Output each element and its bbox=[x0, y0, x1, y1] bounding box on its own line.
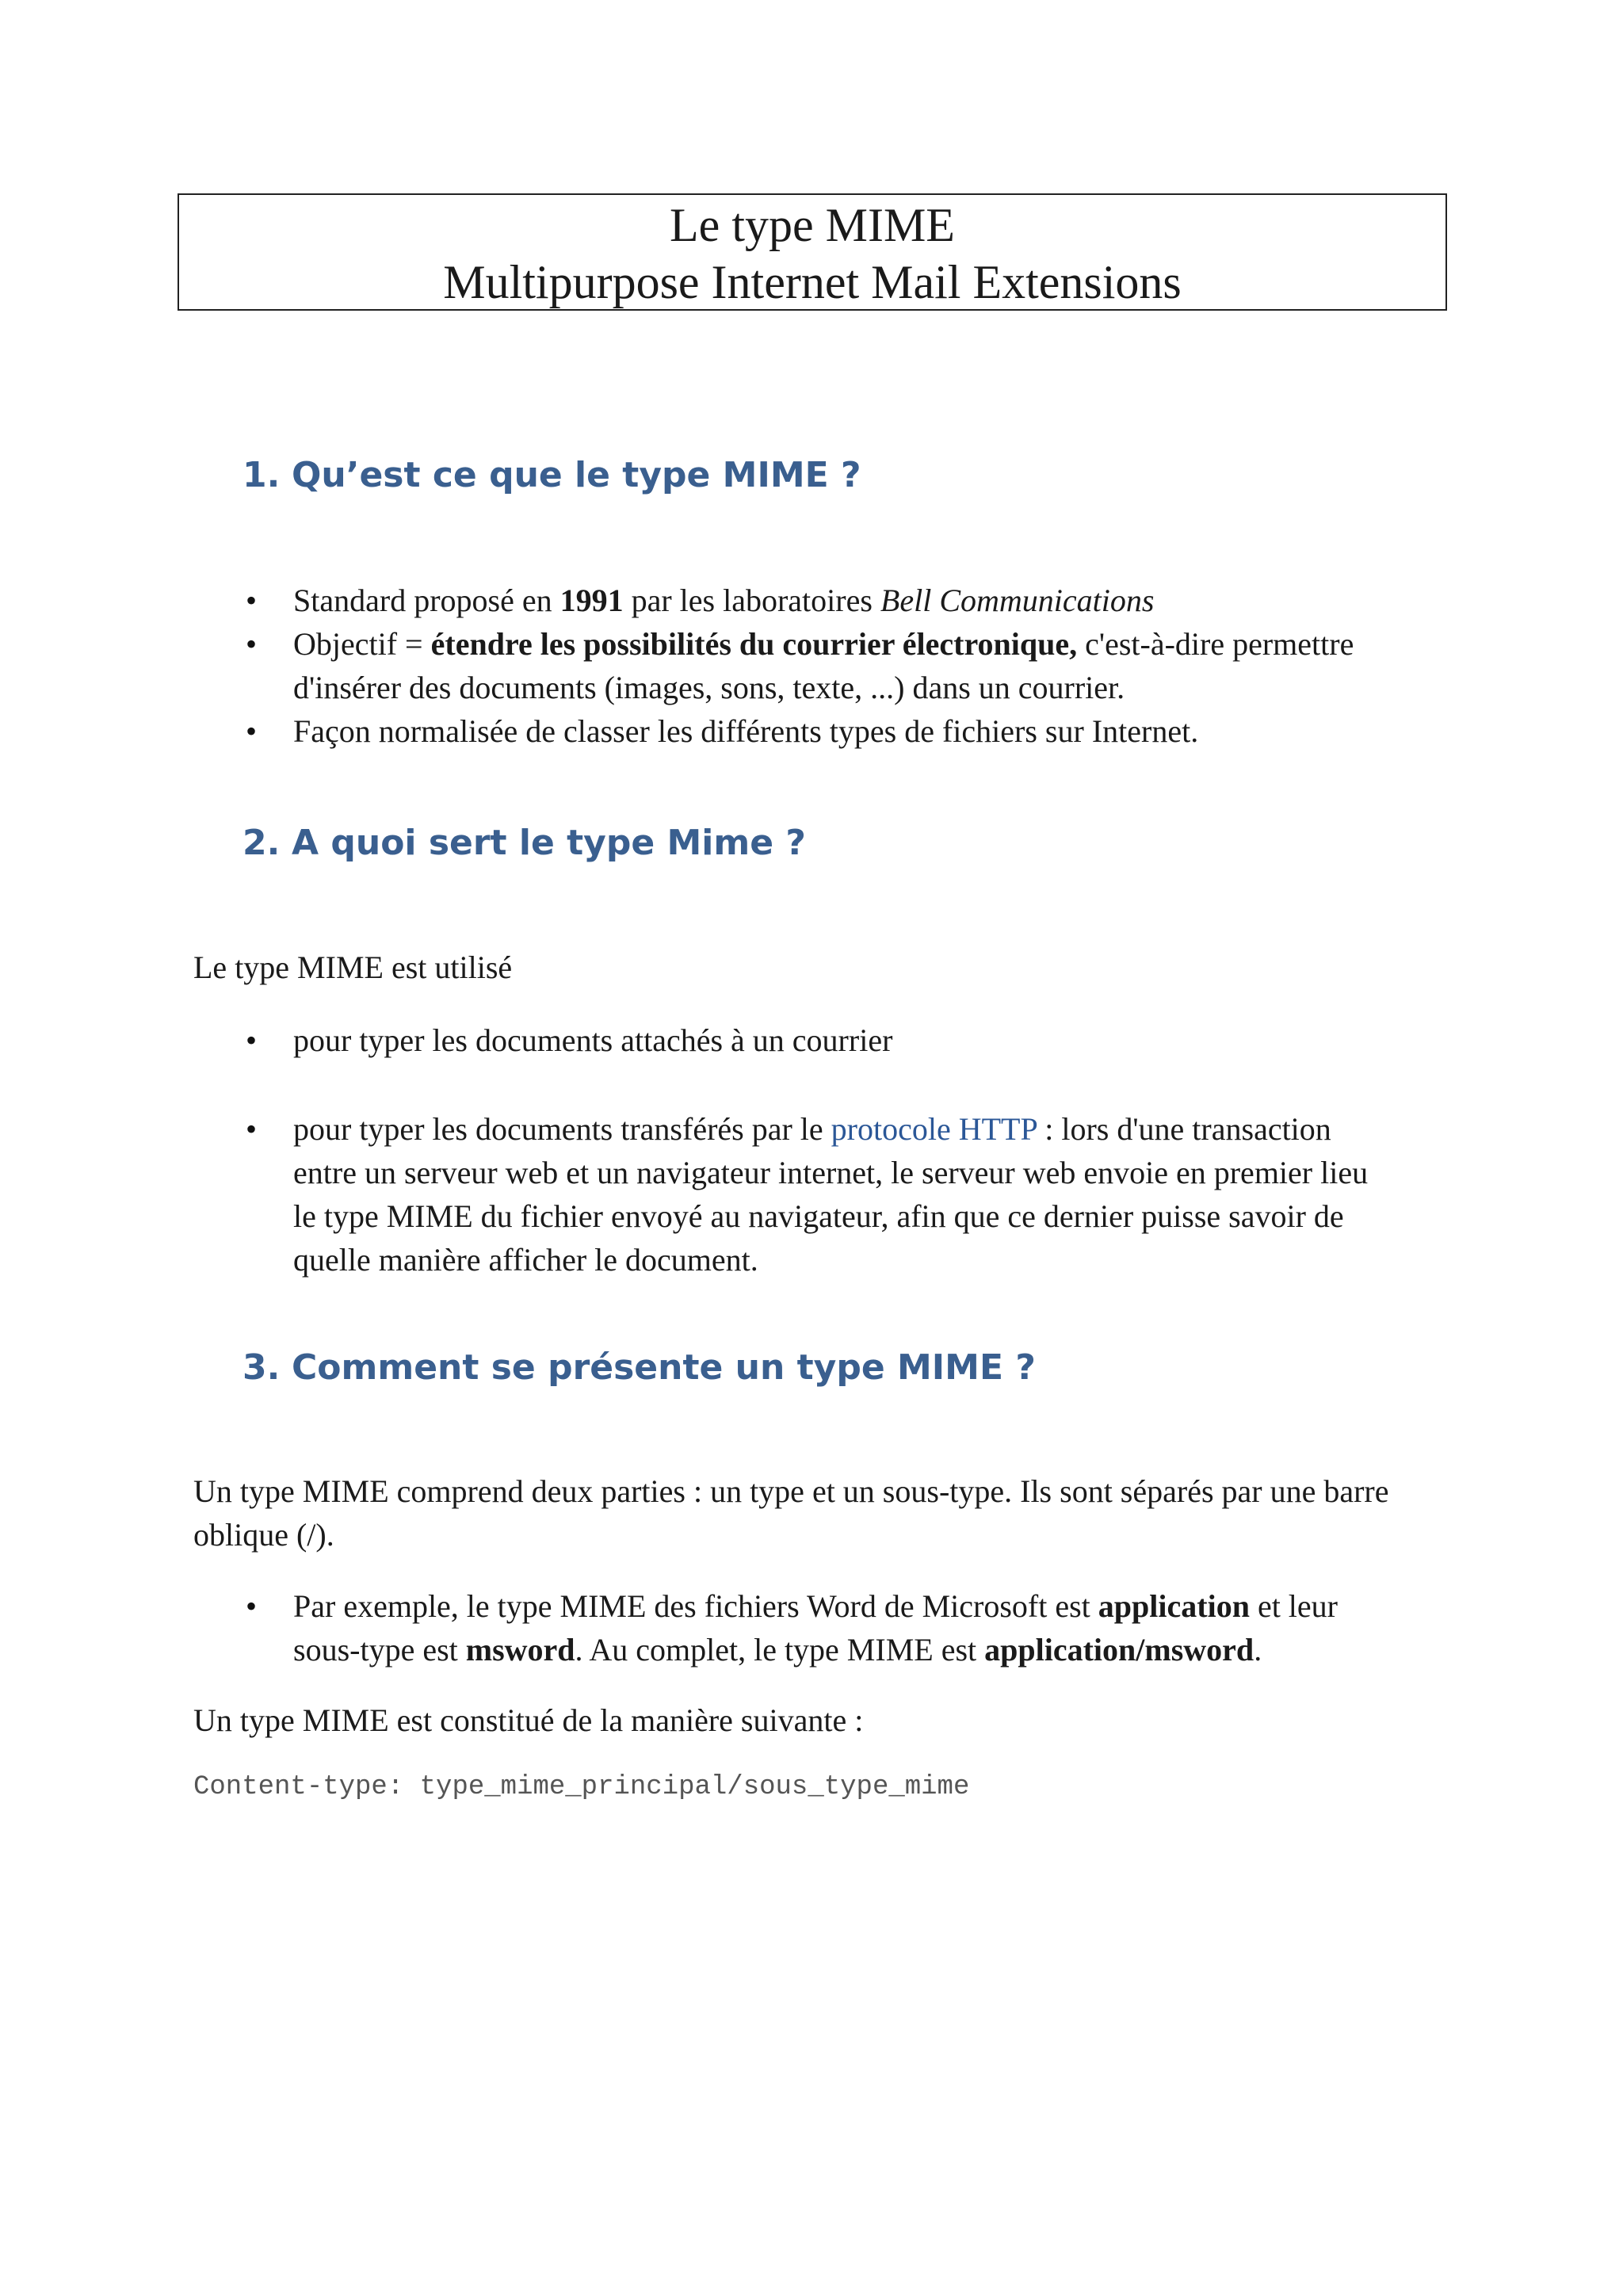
text-span: Standard proposé en bbox=[293, 583, 560, 618]
text-span: quelle manière afficher le document. bbox=[293, 1242, 758, 1278]
section-2-number: 2. bbox=[242, 823, 281, 863]
protocol-http-link[interactable]: protocole HTTP bbox=[831, 1111, 1037, 1147]
section-3-paragraph-2: Un type MIME est constitué de la manière suivante : bbox=[193, 1702, 864, 1738]
list-item bbox=[246, 709, 1450, 753]
text-span: pour typer les documents attachés à un courrier bbox=[293, 1022, 893, 1058]
text-span: le type MIME du fichier envoyé au navigateur, afin que ce dernier puisse savoir de bbox=[293, 1198, 1344, 1234]
list-item bbox=[246, 1018, 1450, 1062]
text-span: . Au complet, le type MIME est bbox=[575, 1632, 985, 1668]
text-span: par les laboratoires bbox=[623, 583, 880, 618]
text-span: Façon normalisée de classer les différents types de fichiers sur Internet. bbox=[293, 713, 1199, 749]
list-item bbox=[246, 579, 1450, 622]
content-type-code: Content-type: type_mime_principal/sous_type_mime bbox=[193, 1772, 970, 1802]
section-1-title: Qu’est ce que le type MIME ? bbox=[292, 455, 861, 495]
section-1-bullet-list bbox=[246, 579, 1450, 753]
section-3-title: Comment se présente un type MIME ? bbox=[292, 1347, 1036, 1388]
section-2-heading bbox=[242, 823, 806, 863]
bold-objective: étendre les possibilités du courrier électronique, bbox=[430, 626, 1078, 662]
section-3-number: 3. bbox=[242, 1347, 281, 1388]
section-3-paragraph-1 bbox=[193, 1469, 1389, 1557]
section-1-number: 1. bbox=[242, 455, 281, 495]
text-span: Objectif = bbox=[293, 626, 431, 662]
list-item bbox=[246, 1107, 1450, 1282]
title-line-2: Multipurpose Internet Mail Extensions bbox=[443, 256, 1182, 308]
list-item bbox=[246, 622, 1450, 709]
bold-subtype: msword bbox=[465, 1632, 575, 1668]
text-span: Un type MIME comprend deux parties : un type et un sous-type. Ils sont séparés par une barre bbox=[193, 1473, 1389, 1509]
bold-full-type: application/msword bbox=[984, 1632, 1254, 1668]
text-span: entre un serveur web et un navigateur internet, le serveur web envoie en premier lieu bbox=[293, 1155, 1369, 1190]
section-3-heading bbox=[242, 1347, 1036, 1388]
bold-type: application bbox=[1098, 1588, 1250, 1624]
text-span: oblique (/). bbox=[193, 1517, 334, 1553]
text-span: sous-type est bbox=[293, 1632, 466, 1668]
title-line-1: Le type MIME bbox=[670, 199, 955, 251]
section-2-bullet-list-2 bbox=[246, 1107, 1450, 1282]
document-title-box bbox=[178, 193, 1447, 311]
section-1-heading bbox=[242, 455, 861, 495]
section-2-title: A quoi sert le type Mime ? bbox=[292, 823, 806, 863]
text-span: pour typer les documents transférés par le bbox=[293, 1111, 831, 1147]
section-3-bullet-list bbox=[246, 1584, 1450, 1671]
text-span: et leur bbox=[1249, 1588, 1338, 1624]
bold-year: 1991 bbox=[559, 583, 624, 618]
section-2-intro: Le type MIME est utilisé bbox=[193, 949, 513, 985]
text-span: c'est-à-dire permettre bbox=[1077, 626, 1354, 662]
text-span: : lors d'une transaction bbox=[1037, 1111, 1331, 1147]
section-2-bullet-list-1 bbox=[246, 1018, 1450, 1062]
text-span: . bbox=[1254, 1632, 1262, 1668]
list-item bbox=[246, 1584, 1450, 1671]
text-span: Par exemple, le type MIME des fichiers Word de Microsoft est bbox=[293, 1588, 1098, 1624]
text-span: d'insérer des documents (images, sons, texte, ...) dans un courrier. bbox=[293, 670, 1125, 705]
italic-lab-name: Bell Communications bbox=[880, 583, 1155, 618]
